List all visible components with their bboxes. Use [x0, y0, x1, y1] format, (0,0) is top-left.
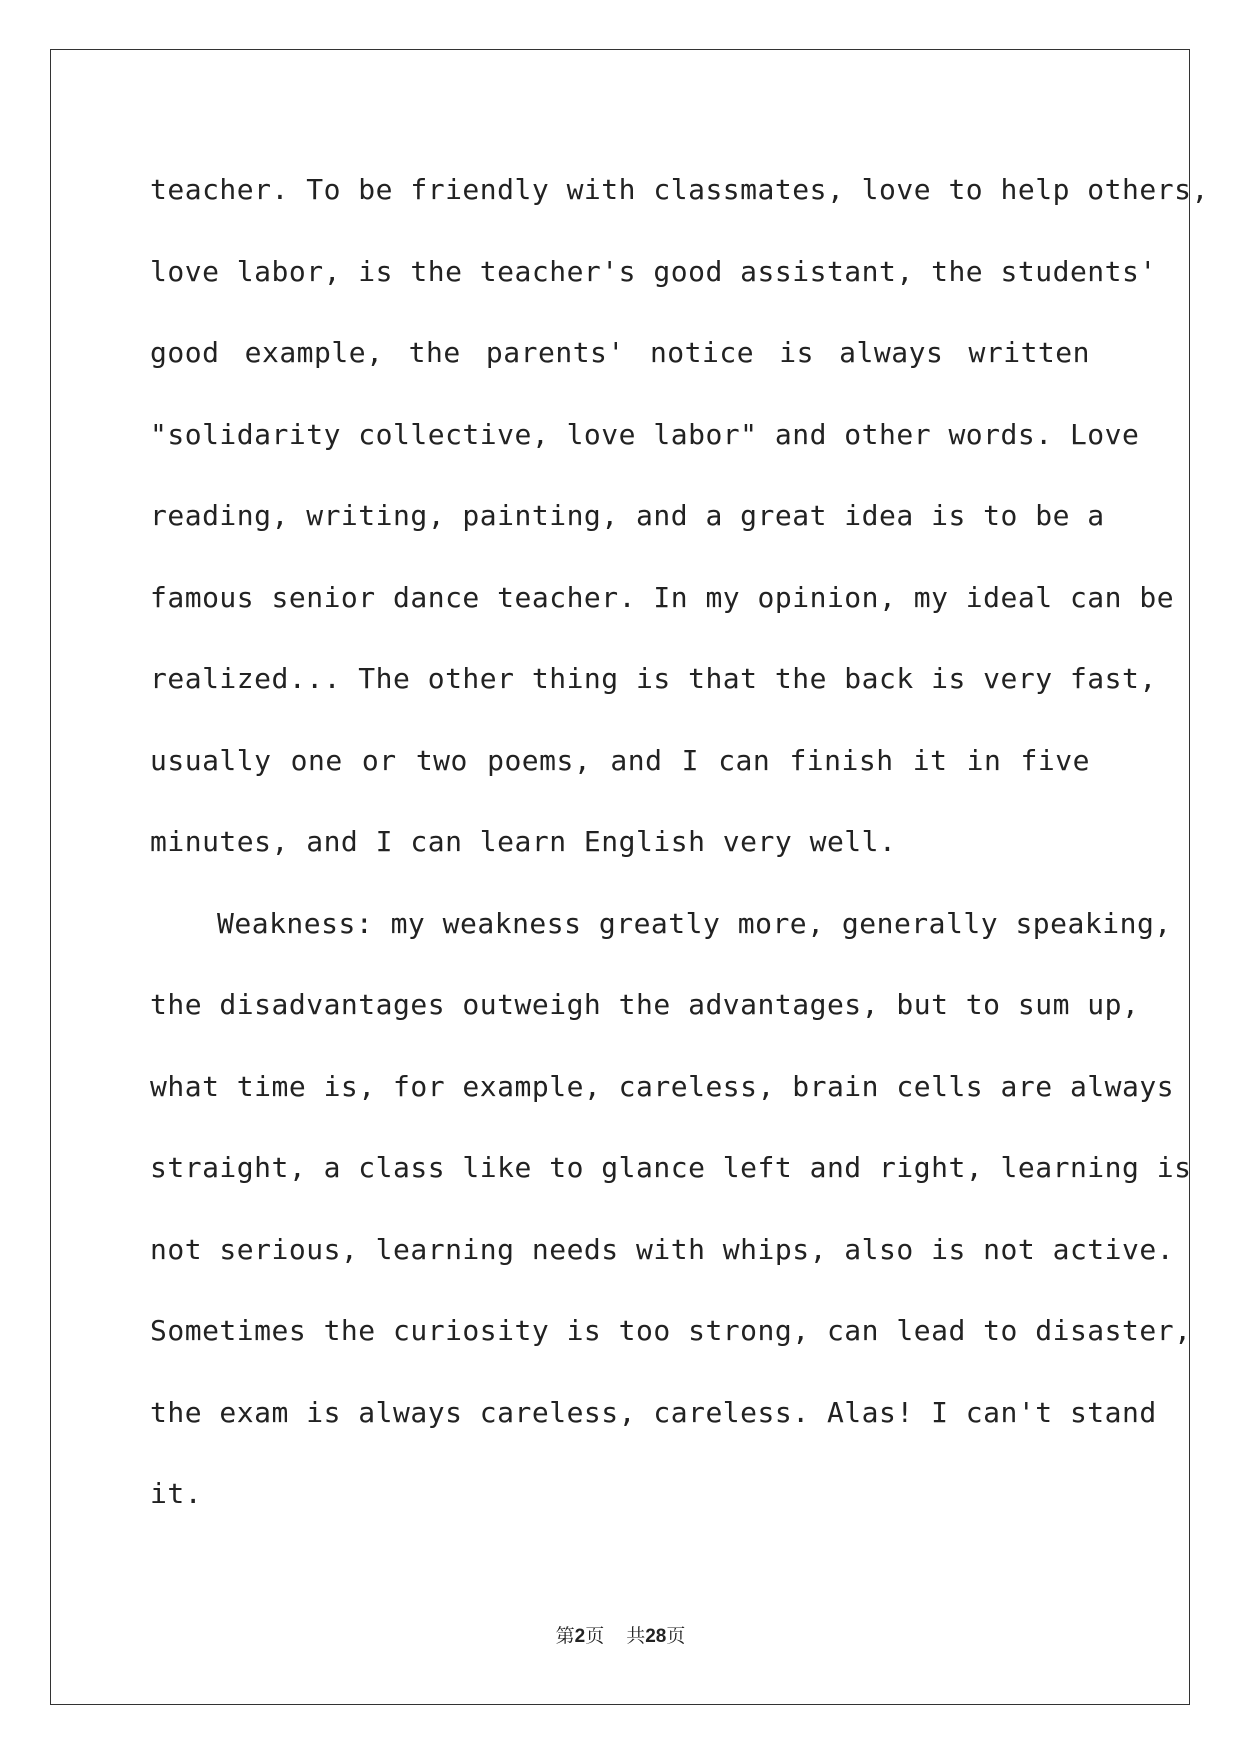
- text-line: what time is, for example, careless, brain cells are always: [150, 1069, 1175, 1103]
- page-number: 2: [574, 1626, 586, 1647]
- text-line: good example, the parents' notice is always written: [150, 336, 1090, 369]
- text-line: teacher. To be friendly with classmates, love to help others,: [150, 173, 1209, 206]
- text-line: straight, a class like to glance left and right, learning is: [150, 1151, 1192, 1184]
- text-line: Sometimes the curiosity is too strong, can lead to disaster,: [150, 1314, 1192, 1347]
- total-pages: 28: [645, 1626, 667, 1647]
- text-line: minutes, and I can learn English very well.: [150, 825, 897, 858]
- text-line: the exam is always careless, careless. Alas! I can't stand: [150, 1395, 1157, 1429]
- total-prefix: 共: [626, 1625, 646, 1647]
- page-suffix: 页: [585, 1625, 605, 1647]
- total-suffix: 页: [666, 1625, 686, 1647]
- text-line: "solidarity collective, love labor" and other words. Love: [150, 417, 1140, 451]
- page-footer: [0, 1621, 1241, 1648]
- text-line: reading, writing, painting, and a great idea is to be a: [150, 499, 1105, 532]
- text-line: the disadvantages outweigh the advantages, but to sum up,: [150, 988, 1140, 1021]
- text-line: love labor, is the teacher's good assistant, the students': [150, 254, 1157, 288]
- page-prefix: 第: [555, 1625, 575, 1647]
- text-line: usually one or two poems, and I can finish it in five: [150, 743, 1090, 777]
- paragraph-start-line: Weakness: my weakness greatly more, generally speaking,: [217, 906, 1172, 940]
- text-line: it.: [150, 1477, 203, 1510]
- document-body: [150, 149, 1209, 1535]
- text-line: realized... The other thing is that the back is very fast,: [150, 662, 1157, 695]
- text-line: not serious, learning needs with whips, also is not active.: [150, 1232, 1175, 1266]
- text-line: famous senior dance teacher. In my opinion, my ideal can be: [150, 580, 1175, 614]
